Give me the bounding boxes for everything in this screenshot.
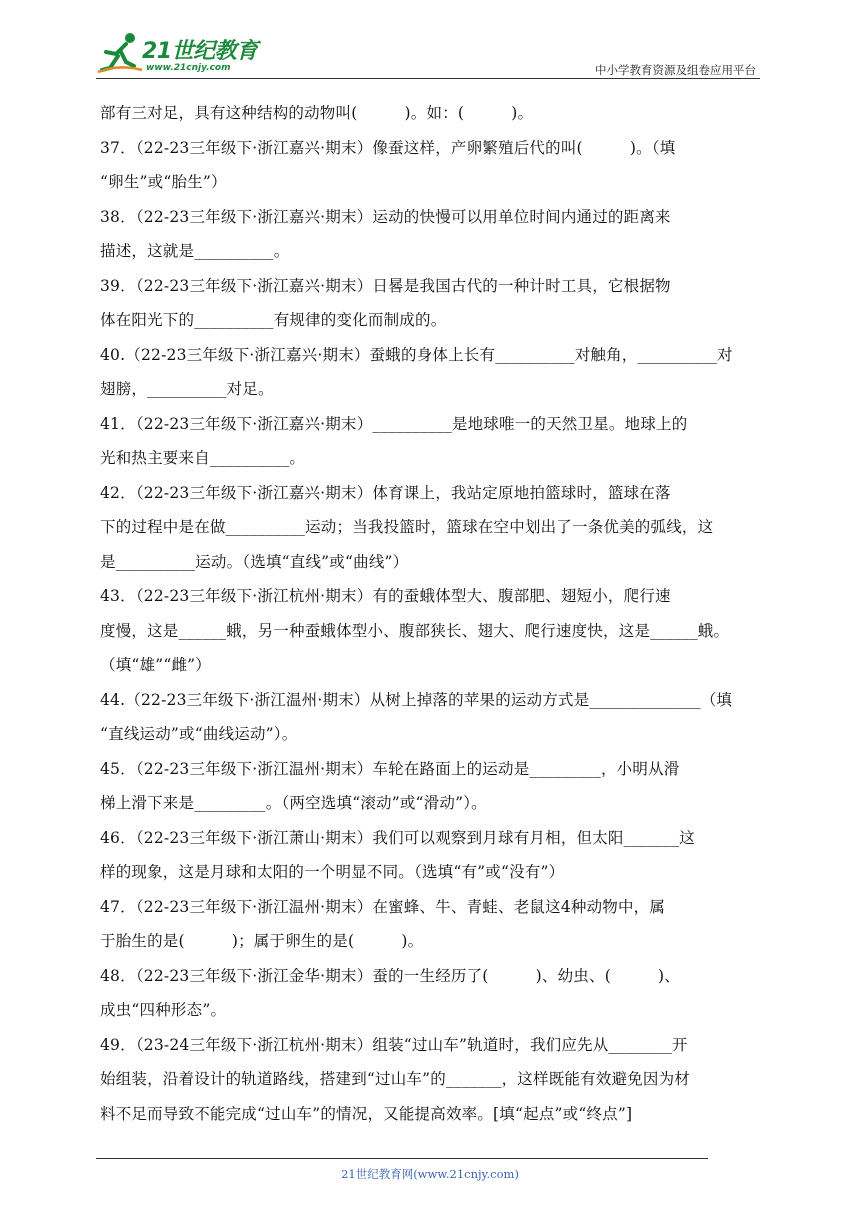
page-header bbox=[96, 30, 760, 78]
text-line: 41．（22-23三年级下·浙江嘉兴·期末）__________是地球唯一的天然卫星。地球上的 bbox=[100, 414, 688, 433]
text-line: 料不足而导致不能完成“过山车”的情况，又能提高效率。[填“起点”或“终点”] bbox=[100, 1104, 633, 1123]
text-line: 下的过程中是在做__________运动；当我投篮时，篮球在空中划出了一条优美的弧线，这 bbox=[100, 518, 714, 536]
text-line: 梯上滑下来是_________。（两空选填“滚动”或“滑动”）。 bbox=[100, 794, 487, 812]
logo-text: 21世纪教育 bbox=[142, 39, 258, 64]
header-divider bbox=[96, 78, 760, 79]
text-line: 43．（22-23三年级下·浙江杭州·期末）有的蚕蛾体型大、腹部肥、翅短小，爬行速 bbox=[100, 587, 671, 605]
text-line: 度慢，这是______蛾，另一种蚕蛾体型小、腹部狭长、翅大、爬行速度快，这是______蛾。 bbox=[100, 621, 730, 640]
text-line: “直线运动”或“曲线运动”）。 bbox=[100, 725, 298, 743]
text-line: “卵生”或“胎生”） bbox=[100, 173, 227, 191]
text-line: 44.（22-23三年级下·浙江温州·期末）从树上掉落的苹果的运动方式是______________（填 bbox=[100, 690, 733, 709]
text-line: 48．（22-23三年级下·浙江金华·期末）蚕的一生经历了( )、幼虫、( )、 bbox=[100, 966, 681, 985]
text-line: 39．（22-23三年级下·浙江嘉兴·期末）日晷是我国古代的一种计时工具，它根据物 bbox=[100, 276, 671, 295]
text-line: 描述，这就是__________。 bbox=[100, 242, 290, 260]
platform-title: 中小学教育资源及组卷应用平台 bbox=[595, 63, 756, 77]
text-line: 42．（22-23三年级下·浙江嘉兴·期末）体育课上，我站定原地拍篮球时，篮球在落 bbox=[100, 483, 671, 502]
logo-url: www.21cnjy.com bbox=[146, 63, 231, 73]
footer-divider bbox=[96, 1158, 708, 1159]
text-line: 是__________运动。（选填“直线”或“曲线”） bbox=[100, 552, 409, 571]
text-line: 37．（22-23三年级下·浙江嘉兴·期末）像蚕这样，产卵繁殖后代的叫( )。（填 bbox=[100, 138, 676, 157]
text-line: 45．（22-23三年级下·浙江温州·期末）车轮在路面上的运动是_________，小明从滑 bbox=[100, 759, 680, 778]
question-list bbox=[100, 96, 760, 1131]
text-line: 38．（22-23三年级下·浙江嘉兴·期末）运动的快慢可以用单位时间内通过的距离来 bbox=[100, 207, 671, 226]
text-line: 部有三对足，具有这种结构的动物叫( )。如：( )。 bbox=[100, 104, 534, 122]
runner-logo-icon bbox=[96, 30, 144, 76]
text-line: 成虫“四种形态”。 bbox=[100, 1001, 227, 1019]
text-line: 49．（23-24三年级下·浙江杭州·期末）组装“过山车”轨道时，我们应先从________开 bbox=[100, 1035, 688, 1054]
text-line: 40.（22-23三年级下·浙江嘉兴·期末）蚕蛾的身体上长有__________对触角，__________对 bbox=[100, 345, 733, 364]
text-line: （填“雄”“雌”） bbox=[100, 656, 211, 674]
logo bbox=[96, 30, 296, 76]
text-line: 于胎生的是( )；属于卵生的是( )。 bbox=[100, 932, 424, 950]
text-line: 样的现象，这是月球和太阳的一个明显不同。（选填“有”或“没有”） bbox=[100, 863, 565, 881]
footer-text: 21世纪教育网(www.21cnjy.com) bbox=[341, 1167, 519, 1181]
text-line: 47．（22-23三年级下·浙江温州·期末）在蜜蜂、牛、青蛙、老鼠这4种动物中，属 bbox=[100, 897, 666, 916]
text-line: 体在阳光下的__________有规律的变化而制成的。 bbox=[100, 311, 447, 329]
text-line: 始组装，沿着设计的轨道路线，搭建到“过山车”的_______，这样既能有效避免因为材 bbox=[100, 1070, 691, 1088]
text-line: 46．（22-23三年级下·浙江萧山·期末）我们可以观察到月球有月相，但太阳_______这 bbox=[100, 828, 695, 847]
text-line: 光和热主要来自__________。 bbox=[100, 449, 306, 467]
text-line: 翅膀，__________对足。 bbox=[100, 380, 274, 398]
